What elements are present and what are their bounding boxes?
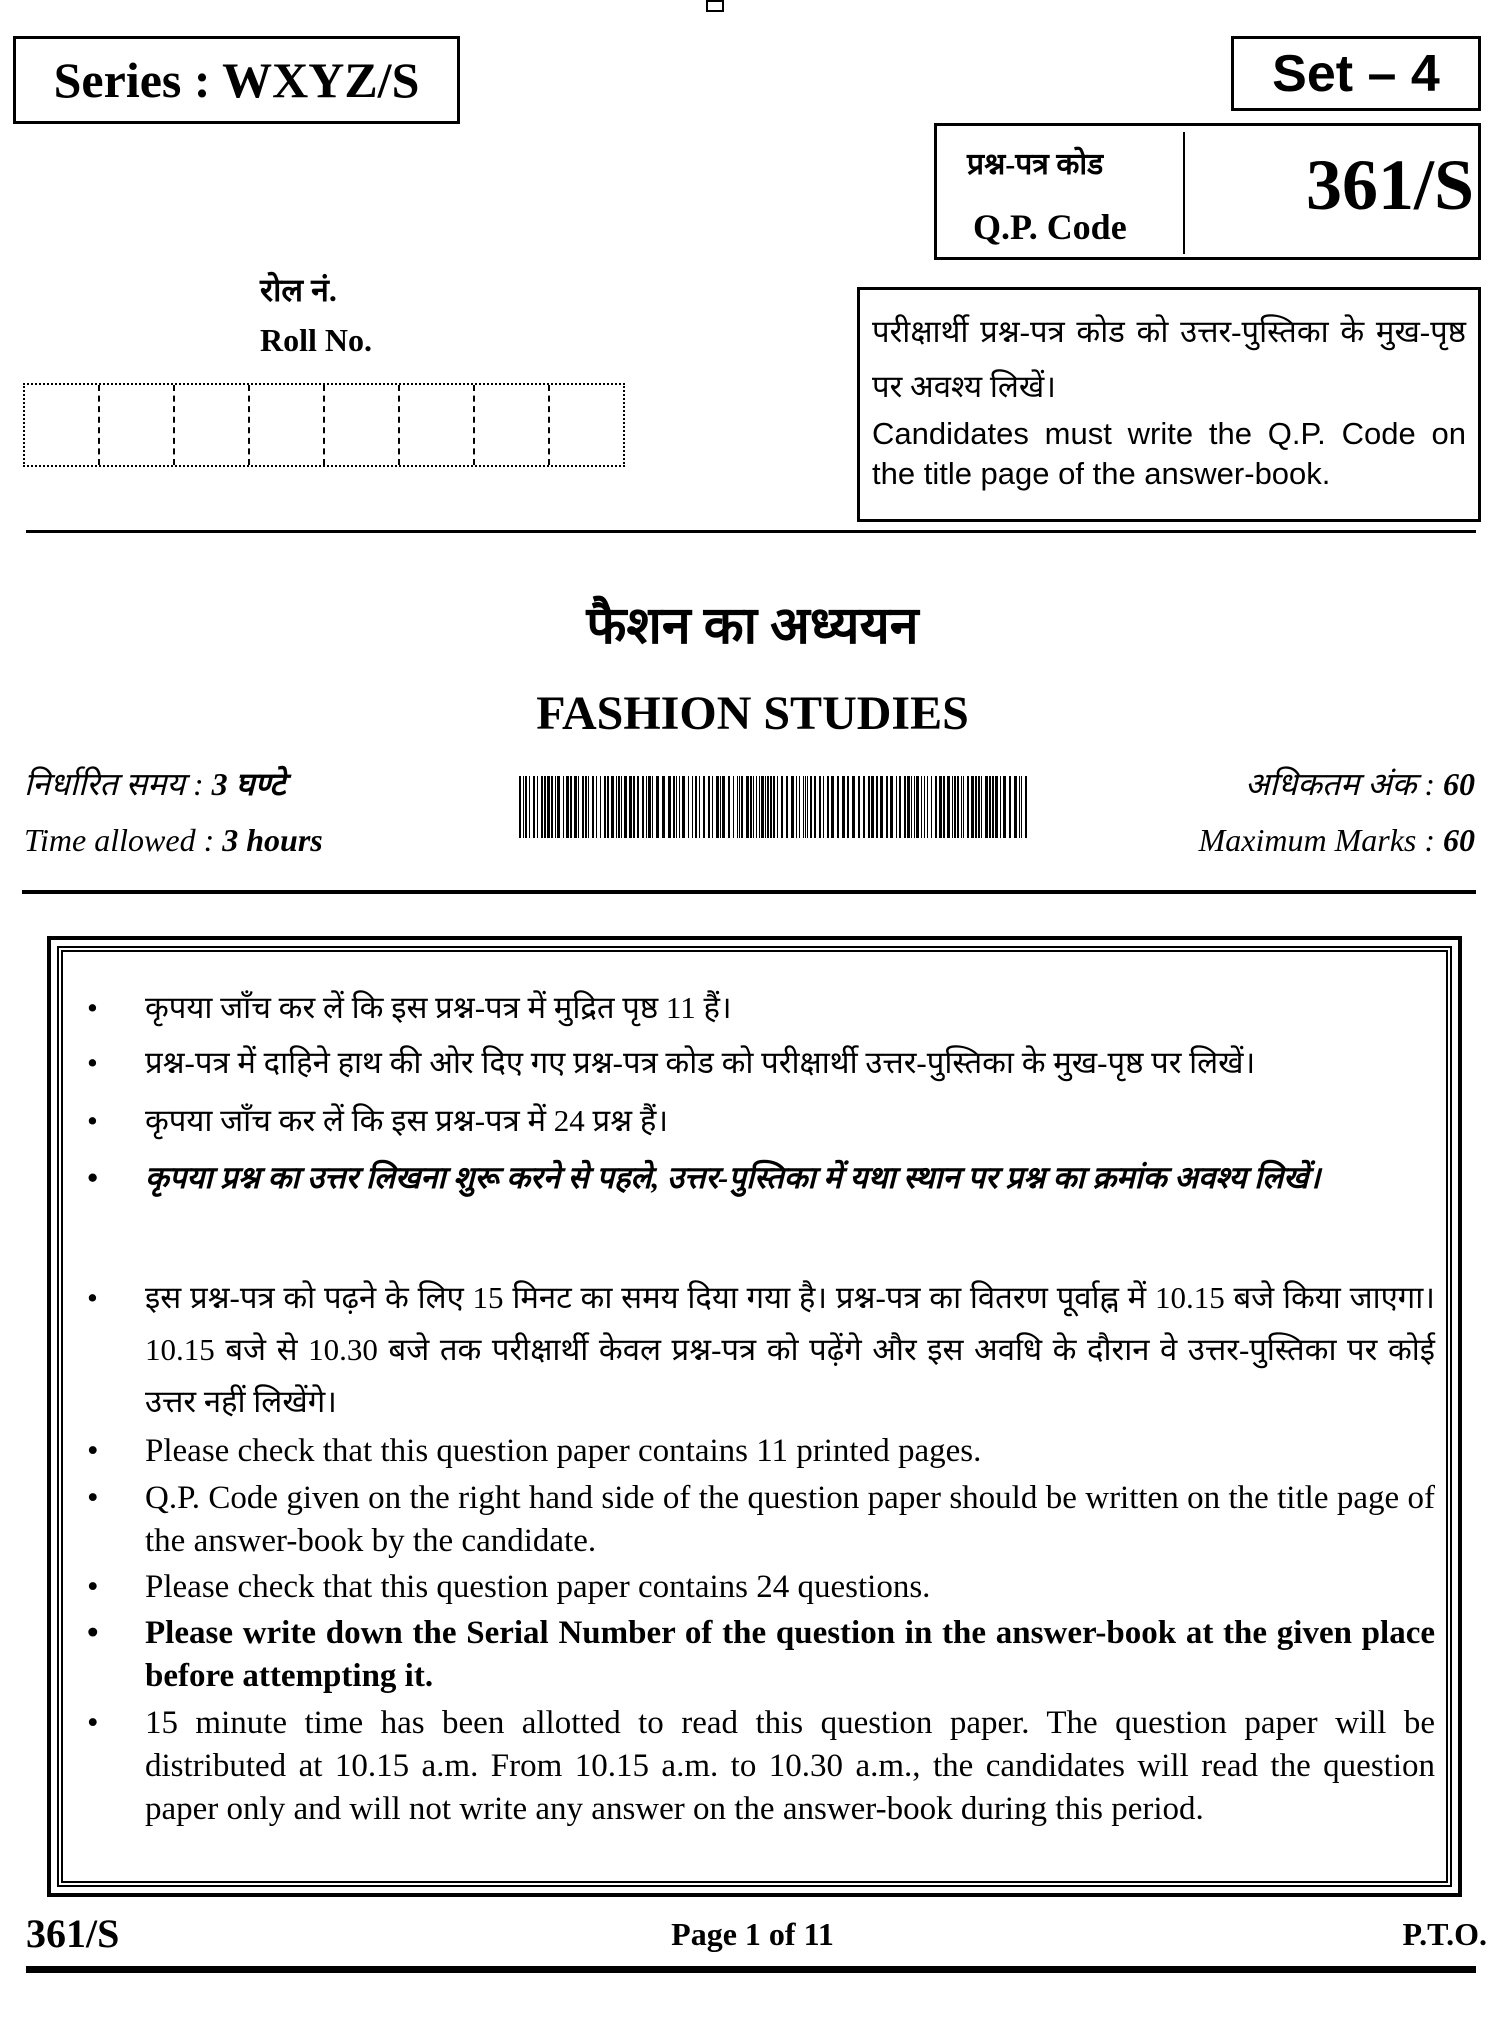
series-box [13, 36, 460, 124]
barcode-bar [796, 776, 797, 838]
barcode-bar [566, 776, 569, 838]
barcode-bar [954, 776, 956, 838]
barcode-bar [952, 776, 953, 838]
barcode-bar [624, 776, 627, 838]
barcode-bar [695, 776, 697, 838]
barcode-bar [574, 776, 577, 838]
instruction-item: • इस प्रश्न-पत्र को पढ़ने के लिए 15 मिनट का समय दिया गया है। प्रश्न-पत्र का वितरण पूर्वाह्न में 10.15 बजे किया जाएगा। 10.15 बजे से 10.30 बजे तक परीक्षार्थी केवल प्रश्न-पत्र को पढ़ेंगे और इस अवधि के दौरान वे उत्तर-पुस्तिका पर कोई उत्तर नहीं लिखेंगे। [145, 1272, 1435, 1428]
barcode-bar [924, 776, 925, 838]
qp-code-box [934, 123, 1481, 260]
candidate-note-box [857, 287, 1481, 522]
barcode-bar [767, 776, 769, 838]
barcode-bar [961, 776, 962, 838]
barcode-bar [592, 776, 594, 838]
time-value-en: 3 hours [222, 822, 323, 858]
barcode-bar [886, 776, 888, 838]
barcode-bar [646, 776, 647, 838]
barcode-bar [907, 776, 910, 838]
barcode-bar [871, 776, 874, 838]
instruction-item: • कृपया प्रश्न का उत्तर लिखना शुरू करने से पहले, उत्तर-पुस्तिका में यथा स्थान पर प्रश्न का क्रमांक अवश्य लिखें। [145, 1152, 1435, 1204]
barcode-bar [720, 776, 721, 838]
barcode-bar [557, 776, 560, 838]
barcode-bar [1003, 776, 1006, 838]
roll-digit-box[interactable] [550, 385, 623, 465]
page-number: Page 1 of 11 [671, 1916, 834, 1952]
barcode-bar [1014, 776, 1017, 838]
qp-code-label-hi: प्रश्न-पत्र कोड [967, 148, 1104, 181]
barcode-bar [852, 776, 855, 838]
barcode-bar [957, 776, 959, 838]
instruction-item: • प्रश्न-पत्र में दाहिने हाथ की ओर दिए गए प्रश्न-पत्र कोड को परीक्षार्थी उत्तर-पुस्तिका के मुख-पृष्ठ पर लिखें। [145, 1037, 1435, 1089]
barcode-bar [1019, 776, 1020, 838]
barcode-bar [722, 776, 725, 838]
barcode-bar [756, 776, 757, 838]
barcode-bar [544, 776, 546, 838]
barcode-bar [868, 776, 870, 838]
barcode-bar [733, 776, 734, 838]
barcode-bar [699, 776, 700, 838]
barcode-bar [596, 776, 597, 838]
barcode-bar [616, 776, 617, 838]
barcode-bar [914, 776, 915, 838]
barcode-bar [1000, 776, 1001, 838]
barcode-bar [600, 776, 601, 838]
barcode-bar [777, 776, 778, 838]
barcode-bar [750, 776, 752, 838]
barcode-bar [673, 776, 675, 838]
barcode-bar [827, 776, 829, 838]
barcode-bar [637, 776, 639, 838]
barcode-bar [611, 776, 614, 838]
marks-label-hi: अधिकतम अंक : [1244, 766, 1443, 802]
barcode-bar [563, 776, 564, 838]
set-box [1231, 36, 1481, 111]
barcode-bar [728, 776, 730, 838]
instructions-box [47, 936, 1462, 1897]
roll-digit-box[interactable] [250, 385, 325, 465]
barcode-bar [547, 776, 550, 838]
time-allowed-en [24, 822, 323, 859]
barcode-bar [842, 776, 845, 838]
barcode-bar [692, 776, 693, 838]
barcode-bar [985, 776, 988, 838]
barcode-bar [981, 776, 982, 838]
barcode-bar [770, 776, 772, 838]
barcode-bar [863, 776, 865, 838]
barcode-bar [963, 776, 964, 838]
barcode-bar [703, 776, 705, 838]
barcode-bar [896, 776, 897, 838]
barcode-bar [621, 776, 622, 838]
barcode-bar [943, 776, 945, 838]
barcode-bar [682, 776, 685, 838]
barcode-bar [1021, 776, 1022, 838]
divider [22, 890, 1476, 894]
divider [26, 530, 1476, 533]
barcode-bar [799, 776, 800, 838]
roll-digit-box[interactable] [25, 385, 100, 465]
instruction-item: • कृपया जाँच कर लें कि इस प्रश्न-पत्र में मुद्रित पृष्ठ 11 हैं। [145, 982, 1435, 1034]
barcode-bar [761, 776, 764, 838]
barcode-bar [676, 776, 677, 838]
barcode-bar [533, 776, 535, 838]
barcode-bar [880, 776, 883, 838]
roll-digit-box[interactable] [475, 385, 550, 465]
barcode-bar [633, 776, 635, 838]
barcode-bar [814, 776, 816, 838]
barcode-bar [551, 776, 553, 838]
barcode-bar [607, 776, 609, 838]
barcode-bar [652, 776, 653, 838]
time-allowed-hi [24, 762, 286, 805]
barcode-bar [668, 776, 671, 838]
instruction-item: • Please write down the Serial Number of the question in the answer-book at the given place before attempting it. [145, 1612, 1435, 1698]
barcode-bar [1025, 776, 1027, 838]
barcode-bar [890, 776, 893, 838]
barcode-bar [935, 776, 937, 838]
barcode-bar [541, 776, 543, 838]
barcode-bar [921, 776, 922, 838]
barcode-bar [781, 776, 783, 838]
barcode-bar [629, 776, 632, 838]
marks-label-en: Maximum Marks : [1198, 822, 1443, 858]
barcode-bar [588, 776, 589, 838]
barcode-bar [791, 776, 794, 838]
barcode-bar [831, 776, 834, 838]
barcode-bar [519, 776, 521, 838]
barcode-bar [712, 776, 713, 838]
subject-title-hi: फैशन का अध्ययन [586, 598, 919, 655]
instruction-item: • 15 minute time has been allotted to read this question paper. The question paper will be distributed at 10.15 a.m. From 10.15 a.m. to 10.30 a.m., the candidates will read the question paper only and will not write any answer on the answer-book during this period. [145, 1702, 1435, 1831]
time-label-hi: निर्धारित समय : [24, 766, 212, 802]
barcode-bar [753, 776, 754, 838]
barcode-bar [582, 776, 584, 838]
barcode-bar [786, 776, 788, 838]
barcode-bar [1009, 776, 1011, 838]
subject-title-en: FASHION STUDIES [536, 687, 969, 740]
max-marks-hi [1245, 762, 1475, 805]
barcode-bar [876, 776, 878, 838]
roll-digit-box[interactable] [175, 385, 250, 465]
barcode-bar [688, 776, 689, 838]
barcode-bar [529, 776, 530, 838]
barcode-bar [523, 776, 524, 838]
roll-label-hi: रोल नं. [260, 272, 337, 308]
barcode-bar [618, 776, 620, 838]
roll-digit-box[interactable] [400, 385, 475, 465]
barcode-bar [927, 776, 928, 838]
barcode-bar [716, 776, 719, 838]
barcode-bar [679, 776, 680, 838]
barcode-bar [858, 776, 860, 838]
barcode-bar [773, 776, 775, 838]
barcode-bar [746, 776, 749, 838]
barcode-bar [916, 776, 919, 838]
barcode-bar [992, 776, 994, 838]
roll-digit-box[interactable] [325, 385, 400, 465]
time-label-en: Time allowed : [24, 822, 223, 858]
barcode-bar [585, 776, 587, 838]
barcode-bar [939, 776, 942, 838]
barcode-bar [570, 776, 572, 838]
barcode-bar [807, 776, 808, 838]
set-label: Set – 4 [1272, 44, 1440, 103]
time-value-hi: 3 घण्टे [211, 766, 286, 802]
barcode-bar [578, 776, 579, 838]
roll-number-boxes[interactable] [23, 383, 625, 467]
barcode-bar [931, 776, 932, 838]
barcode-bar [537, 776, 538, 838]
barcode-bar [911, 776, 912, 838]
barcode-bar [739, 776, 740, 838]
qr-code-mark [706, 0, 724, 12]
qp-code-value: 361/S [1305, 145, 1474, 225]
barcode-bar [759, 776, 760, 838]
barcode-bar [741, 776, 743, 838]
divider [26, 1966, 1476, 1973]
barcode-bar [642, 776, 644, 838]
barcode-bar [975, 776, 977, 838]
roll-label-en: Roll No. [260, 322, 372, 358]
barcode-bar [971, 776, 974, 838]
max-marks-en [1199, 822, 1475, 859]
barcode-bar [995, 776, 998, 838]
barcode-bar [837, 776, 839, 838]
instruction-item: • Q.P. Code given on the right hand side of the question paper should be written on the title page of the answer-book by the candidate. [145, 1477, 1435, 1563]
instruction-item: • Please check that this question paper contains 11 printed pages. [145, 1430, 1435, 1473]
barcode-bar [947, 776, 950, 838]
barcode-bar [525, 776, 527, 838]
roll-digit-box[interactable] [100, 385, 175, 465]
barcode-bar [978, 776, 980, 838]
barcode-bar [805, 776, 806, 838]
barcode-bar [989, 776, 991, 838]
barcode-bar [847, 776, 849, 838]
barcode-bar [803, 776, 804, 838]
candidate-note-hi: परीक्षार्थी प्रश्न-पत्र कोड को उत्तर-पुस्तिका के मुख-पृष्ठ पर अवश्य लिखें। [872, 314, 1466, 404]
candidate-note-en: Candidates must write the Q.P. Code on the title page of the answer-book. [872, 416, 1466, 491]
barcode-bar [555, 776, 556, 838]
marks-value-en: 60 [1443, 822, 1475, 858]
divider [1183, 132, 1185, 254]
instruction-item: • कृपया जाँच कर लें कि इस प्रश्न-पत्र में 24 प्रश्न हैं। [145, 1095, 1435, 1147]
barcode-bar [967, 776, 969, 838]
barcode-bar [899, 776, 901, 838]
footer-qp-code: 361/S [26, 1911, 120, 1956]
barcode-bar [765, 776, 766, 838]
barcode-bar [810, 776, 812, 838]
barcode-bar [904, 776, 906, 838]
barcode-bar [648, 776, 651, 838]
barcode-bar [662, 776, 665, 838]
barcode-bar [819, 776, 821, 838]
series-label: Series : WXYZ/S [53, 52, 420, 108]
please-turn-over: P.T.O. [1402, 1916, 1487, 1952]
barcode-bar [823, 776, 824, 838]
barcode-bar [737, 776, 738, 838]
barcode-bar [708, 776, 710, 838]
marks-value-hi: 60 [1443, 766, 1475, 802]
instruction-item: • Please check that this question paper contains 24 questions. [145, 1566, 1435, 1609]
barcode-bar [604, 776, 606, 838]
qp-code-label-en: Q.P. Code [973, 207, 1127, 247]
barcode-bar [656, 776, 659, 838]
barcode [519, 776, 1038, 838]
